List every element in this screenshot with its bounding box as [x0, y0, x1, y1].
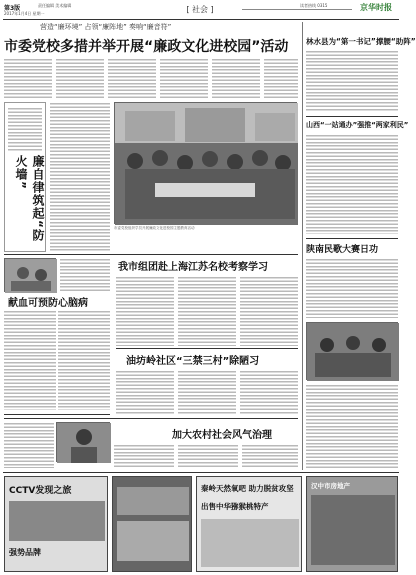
kicker: 营造“廉环境” 占领“廉阵地” 奏响“廉音符” — [40, 23, 172, 31]
right-rule-1 — [306, 116, 398, 117]
ad-qinling[interactable] — [196, 476, 302, 572]
ad-qinling-sub: 出售中华猕猴桃特产 — [201, 502, 269, 511]
right-story-3-body — [306, 258, 398, 318]
study-trip-body-3 — [240, 276, 298, 346]
performance-photo-illustration — [307, 323, 399, 381]
date-line: 2017年1月4日 星期一 — [4, 11, 45, 16]
rural-headline: 加大农村社会风气治理 — [172, 430, 272, 441]
right-story-3-headline: 陕南民歌大赛日功 — [306, 245, 379, 255]
donation-headline: 献血可预防心脑病 — [8, 298, 88, 309]
donation-rule — [4, 414, 110, 415]
rural-photo-illustration — [57, 423, 111, 463]
rural-body-2 — [178, 444, 238, 468]
ad-cctv-sub: 强势品牌 — [9, 548, 41, 557]
main-body-col-6 — [264, 58, 298, 98]
community-body-3 — [240, 370, 298, 414]
ad-realestate[interactable] — [306, 476, 398, 572]
donation-intro — [60, 258, 110, 292]
study-trip-rule — [116, 348, 298, 349]
main-headline: 市委党校多措并举开展“廉政文化进校园”活动 — [4, 39, 289, 55]
sidebar-box — [4, 102, 46, 252]
sidebar-text-top — [8, 107, 42, 151]
section-title: [ 社会 ] — [186, 5, 214, 14]
right-story-1-headline: 林水县为“第一书记”撑腰“助阵” — [306, 37, 416, 46]
right-story-4-body — [306, 384, 398, 468]
section-label: 社会 — [192, 5, 208, 14]
page-number: 第3版 — [4, 5, 21, 12]
header-rule — [3, 19, 399, 20]
ad-center-left[interactable] — [112, 476, 192, 572]
ad-cctv-title: CCTV发现之旅 — [9, 486, 72, 496]
contact-line: 读者热线 0315 — [300, 3, 328, 8]
right-story-2-headline: 山西“一站通办”强推“两家利民” — [306, 121, 409, 129]
community-headline: 油坊岭社区“三禁三村”除陋习 — [126, 356, 260, 367]
sidebar-body — [50, 102, 110, 252]
main-body-col-1 — [4, 58, 52, 98]
main-body-col-2 — [56, 58, 104, 98]
community-body-1 — [116, 370, 174, 414]
donation-photo — [4, 258, 56, 292]
ad-qinling-image — [201, 519, 299, 567]
main-body-col-4 — [160, 58, 208, 98]
ad-cctv-image — [9, 501, 105, 541]
right-rule-2 — [306, 238, 398, 239]
ad-cctv[interactable] — [4, 476, 108, 572]
sidebar-vertical-headline: 廉自律筑起“防火墙” — [14, 155, 45, 242]
rural-left-body — [4, 422, 54, 468]
ad-center-left-banner — [117, 487, 189, 515]
donation-body-1 — [4, 310, 56, 410]
right-photo — [306, 322, 398, 380]
editor-line: 责任编辑 美术编辑 — [38, 3, 72, 8]
brand-logo: 京华时报 — [360, 3, 392, 12]
ad-realestate-image — [311, 495, 395, 565]
header-divider — [242, 9, 352, 10]
rural-photo — [56, 422, 110, 462]
donation-body-2 — [58, 310, 110, 410]
ad-center-left-image — [117, 521, 189, 561]
ad-row-rule — [3, 472, 399, 473]
study-trip-body-1 — [116, 276, 174, 346]
rural-body-3 — [242, 444, 298, 468]
right-story-2-body — [306, 134, 398, 234]
rural-body-1 — [114, 444, 174, 468]
main-story-rule — [4, 254, 298, 255]
photo-caption: 市委党校组织学员开展廉政文化进校园主题教育活动 — [114, 226, 195, 230]
donation-photo-illustration — [5, 259, 57, 293]
crowd-photo-illustration — [115, 103, 298, 225]
ad-realestate-title: 汉中市房地产 — [311, 482, 350, 490]
ad-qinling-title: 秦岭天然氧吧 助力脱贫攻坚 — [201, 484, 294, 493]
main-body-col-5 — [212, 58, 260, 98]
community-body-2 — [178, 370, 236, 414]
mid-rule — [4, 418, 298, 419]
main-photo — [114, 102, 297, 224]
right-story-1-body — [306, 50, 398, 112]
right-column-divider — [302, 22, 303, 470]
study-trip-body-2 — [178, 276, 236, 346]
main-body-col-3 — [108, 58, 156, 98]
study-trip-headline: 我市组团赴上海江苏名校考察学习 — [118, 262, 268, 273]
